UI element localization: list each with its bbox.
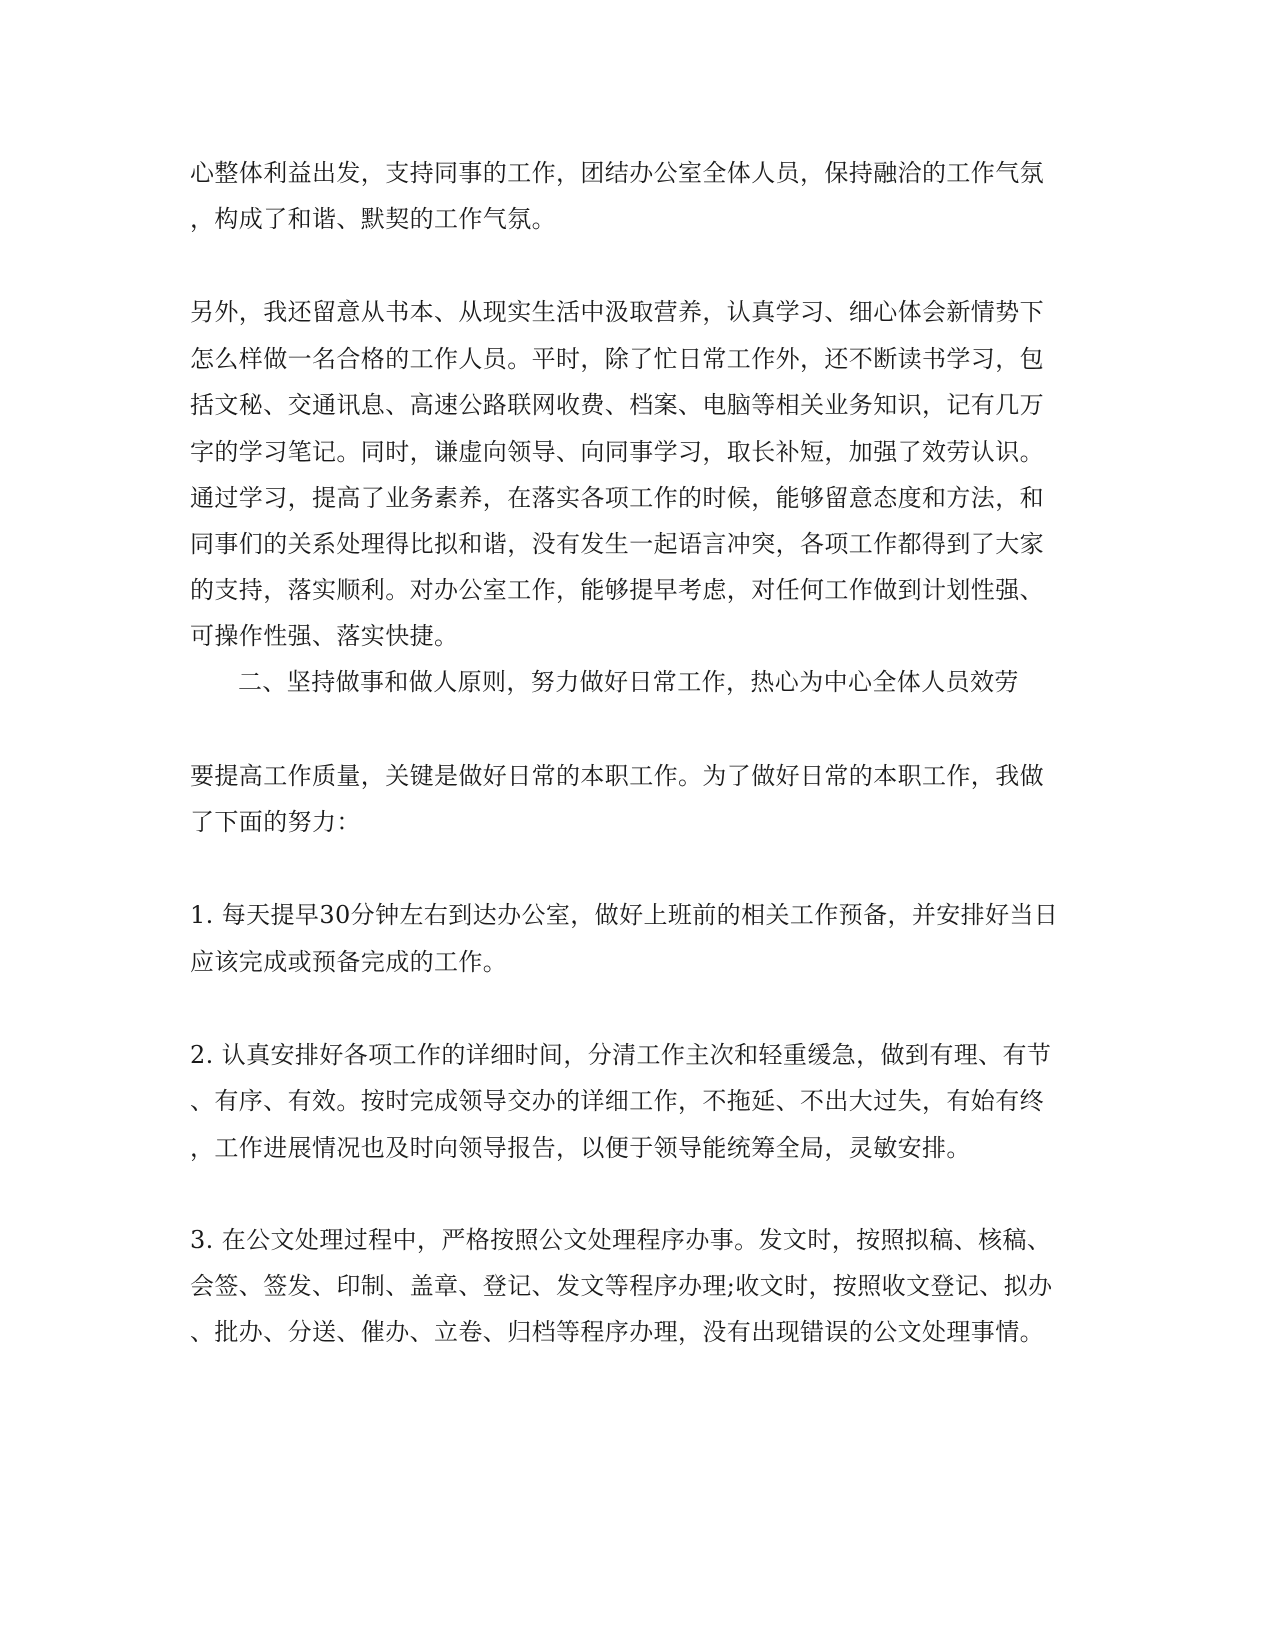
p3-line-1: 要提高工作质量，关键是做好日常的本职工作。为了做好日常的本职工作，我做 xyxy=(190,762,1044,790)
p2-line-3: 括文秘、交通讯息、高速公路联网收费、档案、电脑等相关业务知识，记有几万 xyxy=(190,391,1044,419)
item-2-line-2: 、有序、有效。按时完成领导交办的详细工作，不拖延、不出大过失，有始有终 xyxy=(190,1087,1044,1115)
item-2-line-1: 2. 认真安排好各项工作的详细时间，分清工作主次和轻重缓急，做到有理、有节 xyxy=(190,1041,1052,1069)
p2-line-6: 同事们的关系处理得比拟和谐，没有发生一起语言冲突，各项工作都得到了大家 xyxy=(190,530,1044,558)
item-1-line-1: 1. 每天提早30分钟左右到达办公室，做好上班前的相关工作预备，并安排好当日 xyxy=(190,901,1059,929)
p2-line-4: 字的学习笔记。同时，谦虚向领导、向同事学习，取长补短，加强了效劳认识。 xyxy=(190,438,1044,466)
p2-line-2: 怎么样做一名合格的工作人员。平时，除了忙日常工作外，还不断读书学习，包 xyxy=(190,345,1044,373)
p1-line-2: ，构成了和谐、默契的工作气氛。 xyxy=(190,205,556,233)
item-2-line-3: ，工作进展情况也及时向领导报告，以便于领导能统筹全局，灵敏安排。 xyxy=(190,1134,971,1162)
p2-line-1: 另外，我还留意从书本、从现实生活中汲取营养，认真学习、细心体会新情势下 xyxy=(190,298,1044,326)
p2-line-8: 可操作性强、落实快捷。 xyxy=(190,622,459,650)
section-heading: 二、坚持做事和做人原则，努力做好日常工作，热心为中心全体人员效劳 xyxy=(238,668,1019,696)
item-3-line-2: 会签、签发、印制、盖章、登记、发文等程序办理;收文时，按照收文登记、拟办 xyxy=(190,1272,1053,1300)
p2-line-5: 通过学习，提高了业务素养，在落实各项工作的时候，能够留意态度和方法，和 xyxy=(190,484,1044,512)
item-3-line-3: 、批办、分送、催办、立卷、归档等程序办理，没有出现错误的公文处理事情。 xyxy=(190,1318,1044,1346)
p1-line-1: 心整体利益出发，支持同事的工作，团结办公室全体人员，保持融洽的工作气氛 xyxy=(190,159,1044,187)
p3-line-2: 了下面的努力： xyxy=(190,808,361,836)
item-1-line-2: 应该完成或预备完成的工作。 xyxy=(190,948,508,976)
p2-line-7: 的支持，落实顺利。对办公室工作，能够提早考虑，对任何工作做到计划性强、 xyxy=(190,576,1044,604)
item-3-line-1: 3. 在公文处理过程中，严格按照公文处理程序办事。发文时，按照拟稿、核稿、 xyxy=(190,1226,1052,1254)
